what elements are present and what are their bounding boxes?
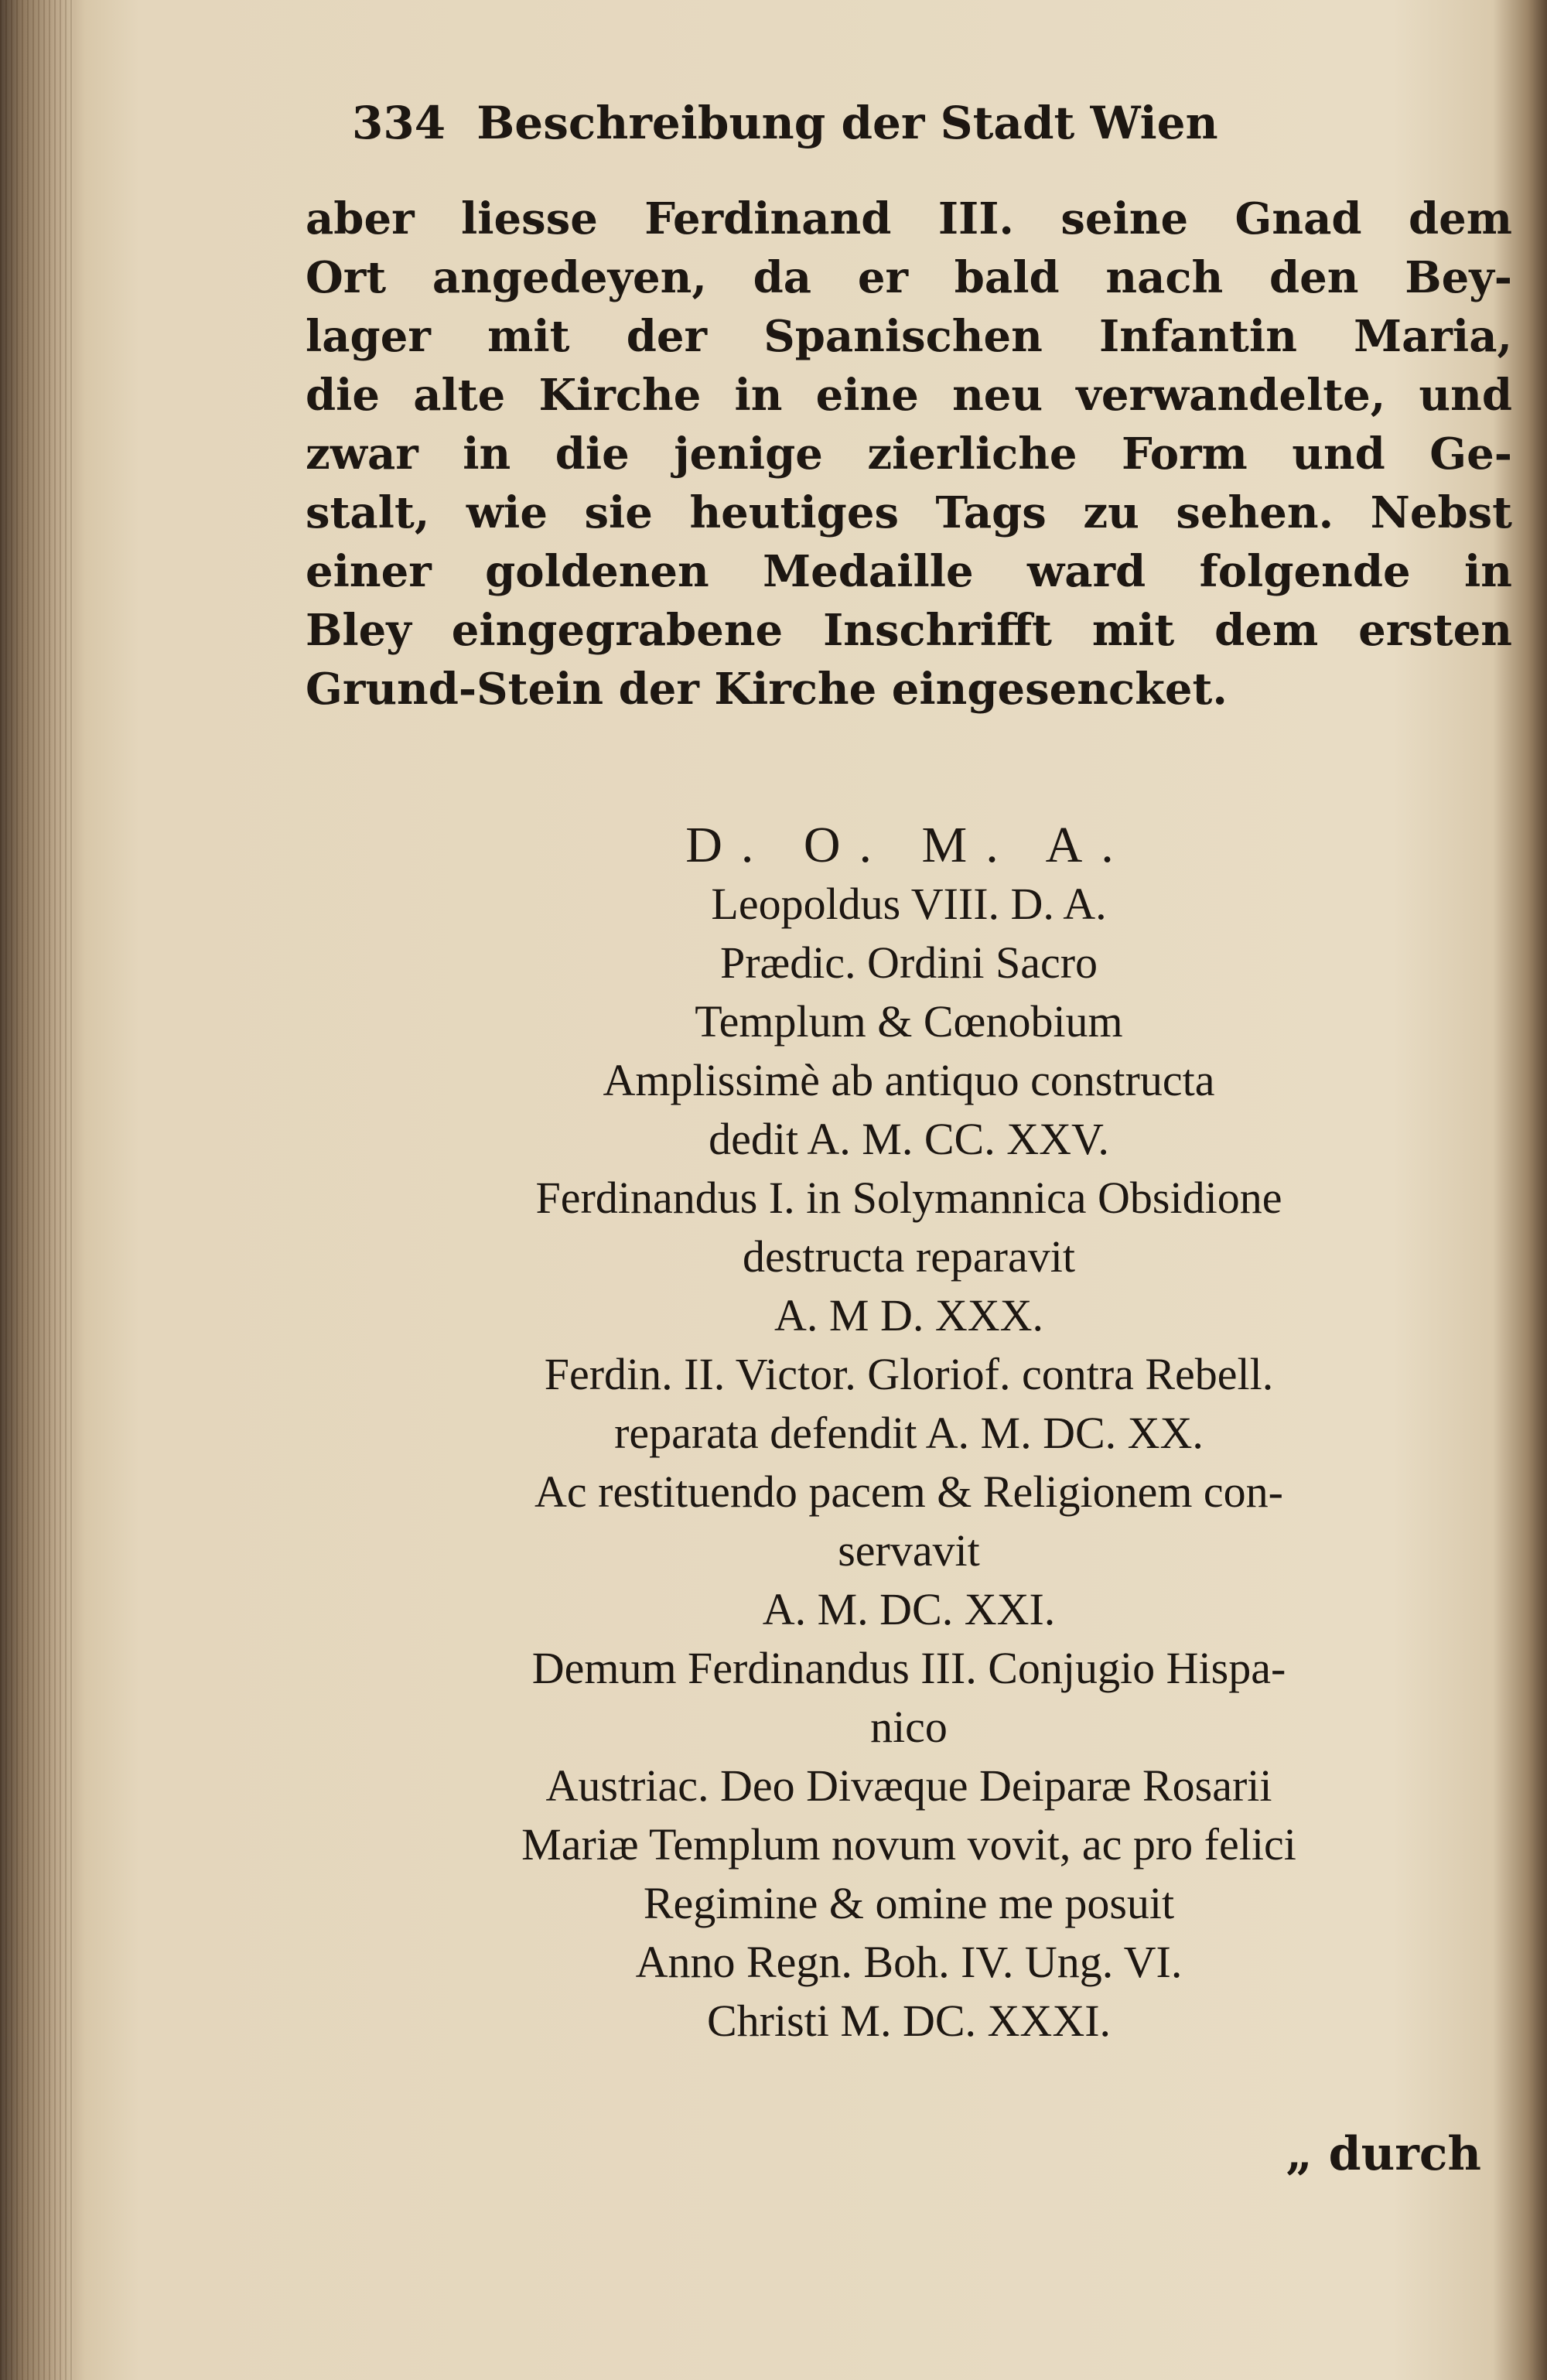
inscription-line: Templum & Cœnobium bbox=[695, 996, 1123, 1047]
paragraph-line: Grund-Stein der Kirche eingesencket. bbox=[306, 664, 1228, 715]
inscription-line: Anno Regn. Boh. IV. Ung. VI. bbox=[635, 1937, 1183, 1987]
page bbox=[73, 23, 1528, 2367]
inscription-line: Regimine & omine me posuit bbox=[643, 1878, 1175, 1928]
inscription-line: A. M. DC. XXI. bbox=[762, 1584, 1056, 1634]
inscription-line: reparata defendit A. M. DC. XX. bbox=[614, 1408, 1204, 1458]
inscription-line: Ac restituendo pacem & Religionem con- bbox=[534, 1467, 1283, 1517]
inscription-line: Amplissimè ab antiquo constructa bbox=[603, 1055, 1215, 1105]
inscription-line: Mariæ Templum novum vovit, ac pro felici bbox=[521, 1819, 1296, 1870]
inscription-line: destructa reparavit bbox=[743, 1231, 1075, 1282]
inscription-line: Prædic. Ordini Sacro bbox=[719, 937, 1098, 988]
running-header bbox=[352, 97, 1357, 149]
page-edges bbox=[0, 0, 73, 2380]
paragraph-line: lager mit der Spanischen Infantin Maria, bbox=[306, 311, 1512, 362]
inscription-line: nico bbox=[870, 1702, 948, 1752]
paragraph-line: stalt, wie sie heutiges Tags zu sehen. Nebst bbox=[306, 487, 1512, 538]
page-content bbox=[73, 23, 1528, 2367]
running-title: Beschreibung der Stadt Wien bbox=[476, 97, 1218, 149]
inscription-line: Austriac. Deo Divæque Deiparæ Rosarii bbox=[545, 1760, 1272, 1811]
inscription-line: A. M D. XXX. bbox=[774, 1290, 1043, 1340]
paragraph-line: die alte Kirche in eine neu verwandelte, und bbox=[306, 370, 1512, 421]
inscription-block bbox=[306, 816, 1512, 2050]
page-number: 334 bbox=[352, 97, 446, 149]
paragraph-line: Bley eingegrabene Inschrifft mit dem ersten bbox=[306, 605, 1512, 656]
body-paragraph bbox=[306, 190, 1512, 719]
paragraph-line: aber liesse Ferdinand III. seine Gnad dem bbox=[306, 193, 1512, 244]
paragraph-line: einer goldenen Medaille ward folgende in bbox=[306, 546, 1512, 597]
inscription-line: servavit bbox=[838, 1525, 980, 1576]
paragraph-line: Ort angedeyen, da er bald nach den Bey- bbox=[306, 252, 1512, 303]
inscription-line: Ferdin. II. Victor. Gloriof. contra Rebell. bbox=[544, 1349, 1274, 1399]
inscription-line: dedit A. M. CC. XXV. bbox=[709, 1114, 1109, 1164]
inscription-line: Leopoldus VIII. D. A. bbox=[711, 879, 1107, 929]
inscription-line: Christi M. DC. XXXI. bbox=[706, 1996, 1112, 2046]
catchword: „ durch bbox=[1286, 2127, 1481, 2181]
inscription-heading: D. O. M. A. bbox=[685, 817, 1132, 873]
inscription-line: Demum Ferdinandus III. Conjugio Hispa- bbox=[531, 1643, 1286, 1693]
inscription-line: Ferdinandus I. in Solymannica Obsidione bbox=[535, 1173, 1282, 1223]
paragraph-line: zwar in die jenige zierliche Form und Ge- bbox=[306, 429, 1512, 480]
